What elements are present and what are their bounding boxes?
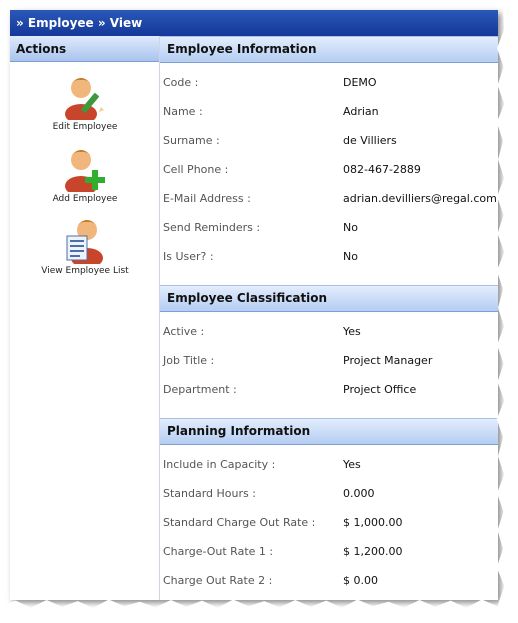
detail-label: Surname :	[163, 134, 220, 147]
detail-row	[160, 317, 498, 346]
detail-value: DEMO	[343, 76, 377, 89]
detail-value: $ 0.00	[343, 574, 378, 587]
detail-label: Active :	[163, 325, 205, 338]
view-employee-list-label: View Employee List	[41, 266, 129, 276]
detail-value: No	[343, 221, 358, 234]
detail-row	[160, 537, 498, 566]
planning-information-header: Planning Information	[160, 418, 498, 445]
employee-details	[160, 36, 498, 600]
detail-label: Job Title :	[163, 354, 215, 367]
detail-value: adrian.devilliers@regal.com	[343, 192, 497, 205]
actions-header: Actions	[10, 36, 159, 62]
detail-label: Name :	[163, 105, 203, 118]
detail-row	[160, 97, 498, 126]
detail-label: E-Mail Address :	[163, 192, 251, 205]
detail-row	[160, 126, 498, 155]
add-employee-icon	[63, 142, 107, 192]
edit-employee-label: Edit Employee	[52, 122, 118, 132]
detail-value: de Villiers	[343, 134, 397, 147]
detail-label: Code :	[163, 76, 199, 89]
edit-employee-icon	[63, 70, 107, 120]
detail-value: Yes	[343, 458, 361, 471]
edit-employee-button[interactable]	[10, 70, 160, 133]
employee-list-icon	[63, 214, 107, 264]
detail-row	[160, 242, 498, 271]
detail-row	[160, 346, 498, 375]
detail-label: Include in Capacity :	[163, 458, 276, 471]
detail-label: Standard Charge Out Rate :	[163, 516, 316, 529]
detail-row	[160, 450, 498, 479]
detail-value: $ 1,200.00	[343, 545, 403, 558]
breadcrumb: » Employee » View	[10, 10, 498, 36]
detail-row	[160, 566, 498, 595]
detail-label: Cell Phone :	[163, 163, 229, 176]
detail-label: Send Reminders :	[163, 221, 261, 234]
detail-value: 0.000	[343, 487, 375, 500]
add-employee-label: Add Employee	[52, 194, 118, 204]
detail-row	[160, 508, 498, 537]
detail-row	[160, 479, 498, 508]
add-employee-button[interactable]	[10, 142, 160, 205]
view-employee-list-button[interactable]	[10, 214, 160, 277]
employee-view-window	[10, 10, 498, 600]
detail-value: Yes	[343, 325, 361, 338]
employee-information-header: Employee Information	[160, 36, 498, 63]
detail-label: Department :	[163, 383, 237, 396]
detail-label: Charge Out Rate 2 :	[163, 574, 273, 587]
actions-sidebar	[10, 36, 160, 600]
detail-value: $ 1,000.00	[343, 516, 403, 529]
detail-label: Standard Hours :	[163, 487, 256, 500]
detail-value: No	[343, 250, 358, 263]
detail-row	[160, 375, 498, 404]
employee-classification-header: Employee Classification	[160, 285, 498, 312]
detail-label: Is User? :	[163, 250, 214, 263]
detail-value: Adrian	[343, 105, 379, 118]
detail-row	[160, 68, 498, 97]
detail-value: Project Office	[343, 383, 417, 396]
detail-label: Charge-Out Rate 1 :	[163, 545, 274, 558]
detail-value: Project Manager	[343, 354, 433, 367]
detail-row	[160, 184, 498, 213]
detail-row	[160, 213, 498, 242]
detail-row	[160, 155, 498, 184]
detail-value: 082-467-2889	[343, 163, 421, 176]
